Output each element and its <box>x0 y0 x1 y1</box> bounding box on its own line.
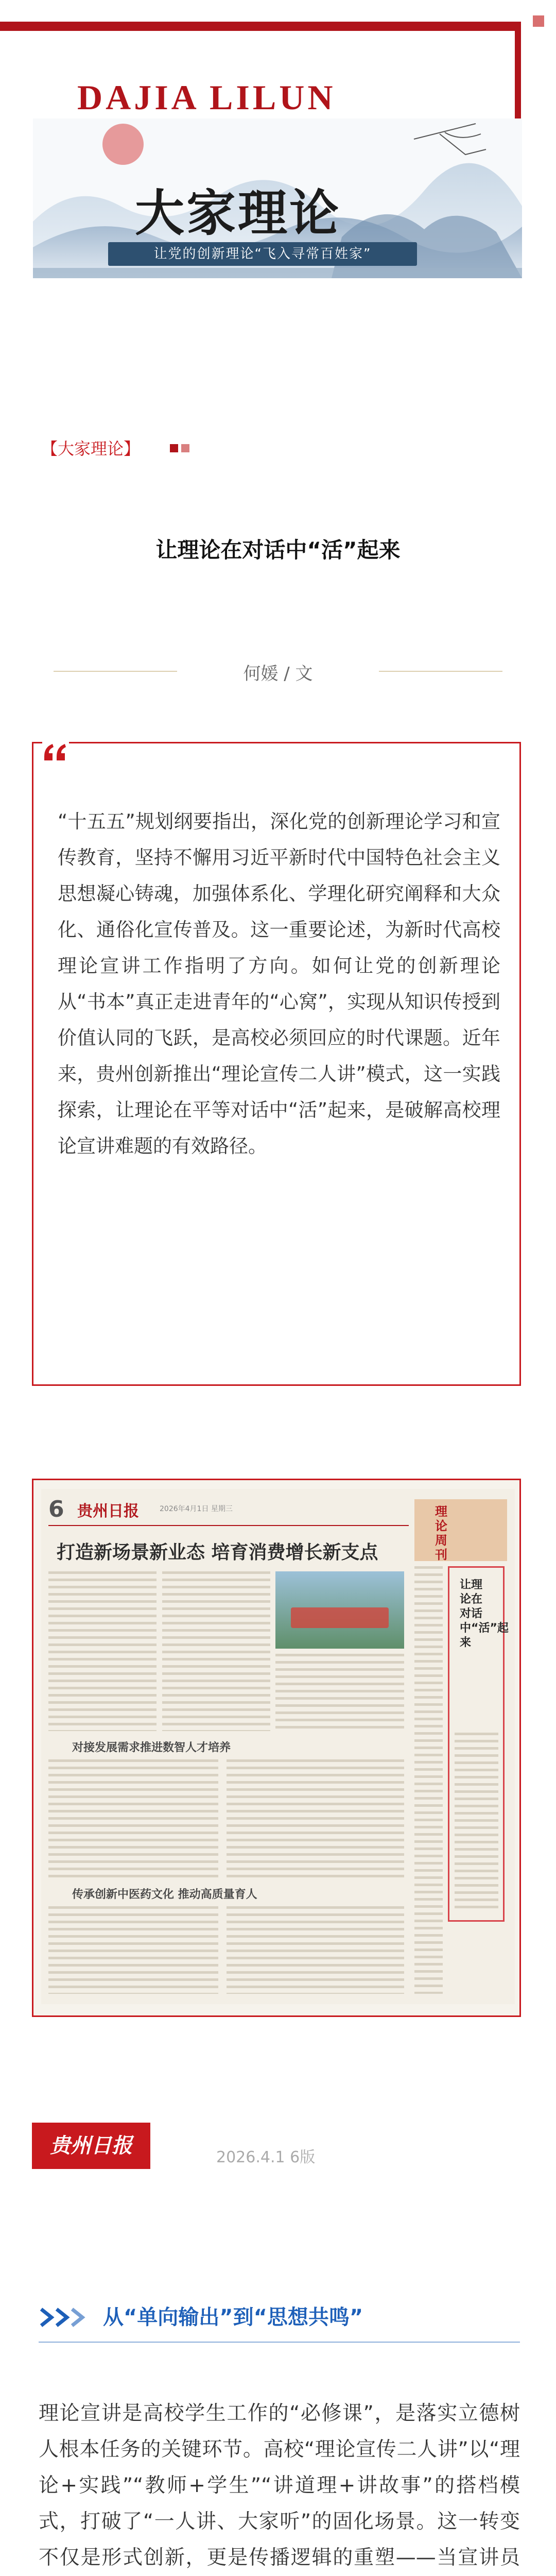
banner-subtitle: 让党的创新理论“飞入寻常百姓家” <box>108 242 417 266</box>
quote-mark-icon <box>42 736 69 769</box>
highlighted-article-box <box>448 1566 509 1922</box>
newspaper-column-label: 理论周刊 <box>414 1499 507 1561</box>
newspaper-headline: 打造新场景新业态 培育消费增长新支点 <box>57 1542 378 1563</box>
banner-title: 大家理论 <box>135 184 341 242</box>
banner-red-bar <box>0 22 515 31</box>
body-paragraph: 理论宣讲是高校学生工作的“必修课”，是落实立德树人根本任务的关键环节。高校“理论宣传二人讲”以“理论+实践”“教师+学生”“讲道理+讲故事”的搭档模式，打破了“一人讲、大家听”的固化场景。这一转变不仅是形式创新，更是传播逻辑的重塑——当宣讲员 <box>39 2402 520 2569</box>
column-banner <box>0 0 556 289</box>
divider-right <box>379 671 502 672</box>
tag-decoration <box>170 444 193 454</box>
newspaper-page-number: 6 <box>48 1496 64 1522</box>
banner-latin-title: DAJIA LILUN <box>77 78 336 117</box>
newspaper-text-column <box>162 1571 270 1731</box>
column-tag: 【大家理论】 <box>41 439 141 459</box>
newspaper-masthead: 贵州日报 <box>77 1502 139 1520</box>
newspaper-photo <box>275 1571 404 1649</box>
newspaper-page-image <box>41 1489 515 2004</box>
newspaper-text-column <box>227 1759 404 1878</box>
newspaper-text-column <box>275 1654 404 1731</box>
newspaper-rule <box>48 1525 409 1526</box>
newspaper-logo: 贵州日报 <box>32 2123 150 2169</box>
article-author: 何媛 / 文 <box>243 664 313 684</box>
newspaper-text-column <box>414 1566 443 1994</box>
newspaper-text-column <box>48 1571 157 1731</box>
lead-quote-text: “十五五”规划纲要指出，深化党的创新理论学习和宣传教育，坚持不懈用习近平新时代中国特色社会主义思想凝心铸魂，加强体系化、学理化研究阐释和大众化、通俗化宣传普及。这一重要论述，为新时代高校理论宣讲工作指明了方向。如何让党的创新理论从“书本”真正走进青年的“心窝”，实现从知识传授到价值认同的飞跃，是高校必须回应的时代课题。近年来，贵州创新推出“理论宣传二人讲”模式，这一实践探索，让理论在平等对话中“活”起来，是破解高校理论宣讲难题的有效路径。 <box>58 810 500 1157</box>
newspaper-text-column <box>227 1906 404 1994</box>
section-underline <box>39 2342 520 2343</box>
newspaper-date: 2026年4月1日 星期三 <box>160 1505 233 1513</box>
newspaper-text-column <box>48 1759 218 1878</box>
newspaper-caption: 2026.4.1 6版 <box>216 2148 316 2166</box>
banner-accent-square <box>533 15 544 27</box>
newspaper-mid-headline: 对接发展需求推进数智人才培养 <box>72 1741 231 1754</box>
article-title: 让理论在对话中“活”起来 <box>155 537 401 563</box>
section-title: 从“单向输出”到“思想共鸣” <box>103 2306 363 2329</box>
double-chevron-icon <box>39 2307 90 2330</box>
highlighted-article-title: 让理论在对话中“活”起来 <box>460 1579 509 1649</box>
newspaper-low-headline: 传承创新中医药文化 推动高质量育人 <box>72 1888 257 1901</box>
newspaper-text-column <box>48 1906 218 1994</box>
